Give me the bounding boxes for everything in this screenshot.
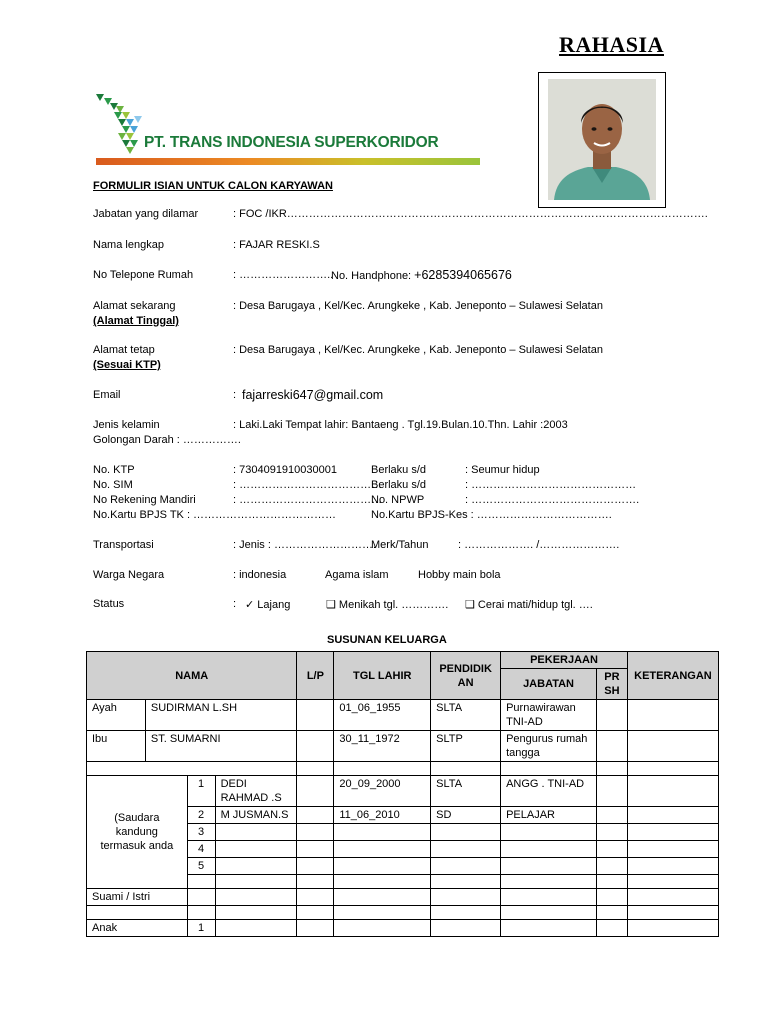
merk-label: Merk/Tahun	[371, 539, 429, 551]
table-row	[87, 889, 719, 906]
warga-label: Warga Negara	[93, 569, 165, 581]
rekening-label: No Rekening Mandiri	[93, 494, 196, 506]
logo-color-bar	[96, 158, 480, 165]
pend-ayah: SLTA	[431, 700, 501, 731]
status-label: Status	[93, 598, 125, 610]
jab-ayah: Purnawirawan TNI-AD	[501, 700, 597, 731]
saudara-nama: M JUSMAN.S	[215, 807, 297, 824]
header-lp: L/P	[297, 652, 334, 700]
header-pendidikan: PENDIDIK AN	[431, 652, 501, 700]
saudara-tgl: 20_09_2000	[334, 776, 431, 807]
header-nama: NAMA	[87, 652, 297, 700]
table-row	[87, 920, 719, 937]
saudara-jab: ANGG . TNI-AD	[501, 776, 597, 807]
header-keterangan: KETERANGAN	[627, 652, 718, 700]
applicant-photo	[548, 79, 656, 200]
anak-no: 1	[187, 920, 215, 937]
agama: Agama islam	[325, 569, 389, 581]
saudara-no: 1	[187, 776, 215, 807]
company-name: PT. TRANS INDONESIA SUPERKORIDOR	[144, 134, 439, 151]
alamat-sekarang-value: : Desa Barugaya , Kel/Kec. Arungkeke , Kab. Jeneponto – Sulawesi Selatan	[233, 300, 603, 312]
status-cerai: ❑ Cerai mati/hidup tgl. ….	[465, 599, 593, 611]
jenis-kelamin-label: Jenis kelamin	[93, 419, 160, 431]
nama-value: : FAJAR RESKI.S	[233, 239, 320, 251]
pend-ibu: SLTP	[431, 731, 501, 762]
bpjs-tk: No.Kartu BPJS TK : …………………………………	[93, 509, 337, 521]
jenis-kelamin-value: : Laki.Laki Tempat lahir: Bantaeng . Tgl.19.Bulan.10.Thn. Lahir :2003	[233, 419, 568, 431]
telepon-label: No Telepone Rumah	[93, 269, 194, 281]
saudara-no: 4	[187, 841, 215, 858]
header-prsh: PR SH	[596, 669, 627, 700]
ktp-berlaku-value: : Seumur hidup	[465, 464, 540, 476]
saudara-pend: SD	[431, 807, 501, 824]
nama-label: Nama lengkap	[93, 239, 164, 251]
classification-title: RAHASIA	[559, 32, 664, 57]
header-pekerjaan: PEKERJAAN	[501, 652, 628, 669]
rekening-value: : …………………………………	[233, 494, 383, 506]
suami-istri: Suami / Istri	[87, 889, 188, 906]
table-row	[87, 776, 719, 807]
alamat-sekarang-label: Alamat sekarang	[93, 300, 176, 312]
header-jabatan: JABATAN	[501, 669, 597, 700]
saudara-tgl: 11_06_2010	[334, 807, 431, 824]
merk-value: : ………………. /………………….	[458, 539, 620, 551]
handphone-value: +6285394065676	[414, 268, 512, 282]
sim-berlaku-value: : ………………………………………	[465, 479, 637, 491]
sim-value: : …………………………………	[233, 479, 383, 491]
saudara-nama: DEDI RAHMAD .S	[215, 776, 297, 807]
npwp-label: No. NPWP	[371, 494, 425, 506]
rel-ibu: Ibu	[87, 731, 146, 762]
alamat-tetap-sublabel: (Sesuai KTP)	[93, 359, 161, 371]
email-label: Email	[93, 389, 121, 401]
npwp-value: : ……………………………………….	[465, 494, 640, 506]
warga-value: : indonesia	[233, 569, 287, 581]
table-row	[87, 731, 719, 762]
nama-ibu: ST. SUMARNI	[145, 731, 297, 762]
alamat-tetap-value: : Desa Barugaya , Kel/Kec. Arungkeke , Kab. Jeneponto – Sulawesi Selatan	[233, 344, 603, 356]
ktp-label: No. KTP	[93, 464, 135, 476]
sim-label: No. SIM	[93, 479, 133, 491]
jabatan-label: Jabatan yang dilamar	[93, 208, 199, 220]
saudara-no: 3	[187, 824, 215, 841]
sim-berlaku-label: Berlaku s/d	[371, 479, 427, 491]
anak: Anak	[87, 920, 188, 937]
saudara-pend: SLTA	[431, 776, 501, 807]
saudara-no: 2	[187, 807, 215, 824]
form-title: FORMULIR ISIAN UNTUK CALON KARYAWAN	[93, 180, 333, 192]
bpjs-kes: No.Kartu BPJS-Kes : ……………………………….	[371, 509, 612, 521]
email-colon: :	[233, 389, 237, 401]
tgl-ibu: 30_11_1972	[334, 731, 431, 762]
saudara-label: (Saudara kandung termasuk anda	[87, 776, 188, 889]
ktp-value: : 7304091910030001	[233, 464, 337, 476]
ktp-berlaku-label: Berlaku s/d	[371, 464, 427, 476]
transportasi-value: : Jenis : ……………………….	[233, 539, 377, 551]
saudara-no: 5	[187, 858, 215, 875]
applicant-photo-frame	[538, 72, 666, 208]
status-menikah: ❑ Menikah tgl. ………….	[326, 599, 449, 611]
telepon-value: : ……………………..	[233, 269, 334, 281]
alamat-sekarang-sublabel: (Alamat Tinggal)	[93, 315, 179, 327]
status-colon: :	[233, 598, 237, 610]
hobby: Hobby main bola	[418, 569, 501, 581]
table-row	[87, 700, 719, 731]
golongan-darah: Golongan Darah : …………….	[93, 434, 241, 446]
rel-ayah: Ayah	[87, 700, 146, 731]
alamat-tetap-label: Alamat tetap	[93, 344, 155, 356]
nama-ayah: SUDIRMAN L.SH	[145, 700, 297, 731]
jabatan-value: : FOC /IKR…………………………………………………………………………………………………….	[233, 208, 708, 220]
tgl-ayah: 01_06_1955	[334, 700, 431, 731]
handphone-label: No. Handphone:	[331, 270, 415, 282]
family-table	[86, 651, 719, 937]
status-lajang: ✓ Lajang	[245, 599, 291, 611]
saudara-jab: PELAJAR	[501, 807, 597, 824]
keluarga-title: SUSUNAN KELUARGA	[327, 634, 447, 646]
jab-ibu: Pengurus rumah tangga	[501, 731, 597, 762]
transportasi-label: Transportasi	[93, 539, 154, 551]
header-tgl: TGL LAHIR	[334, 652, 431, 700]
email-value: fajarreski647@gmail.com	[242, 388, 384, 402]
company-logo	[94, 92, 484, 168]
